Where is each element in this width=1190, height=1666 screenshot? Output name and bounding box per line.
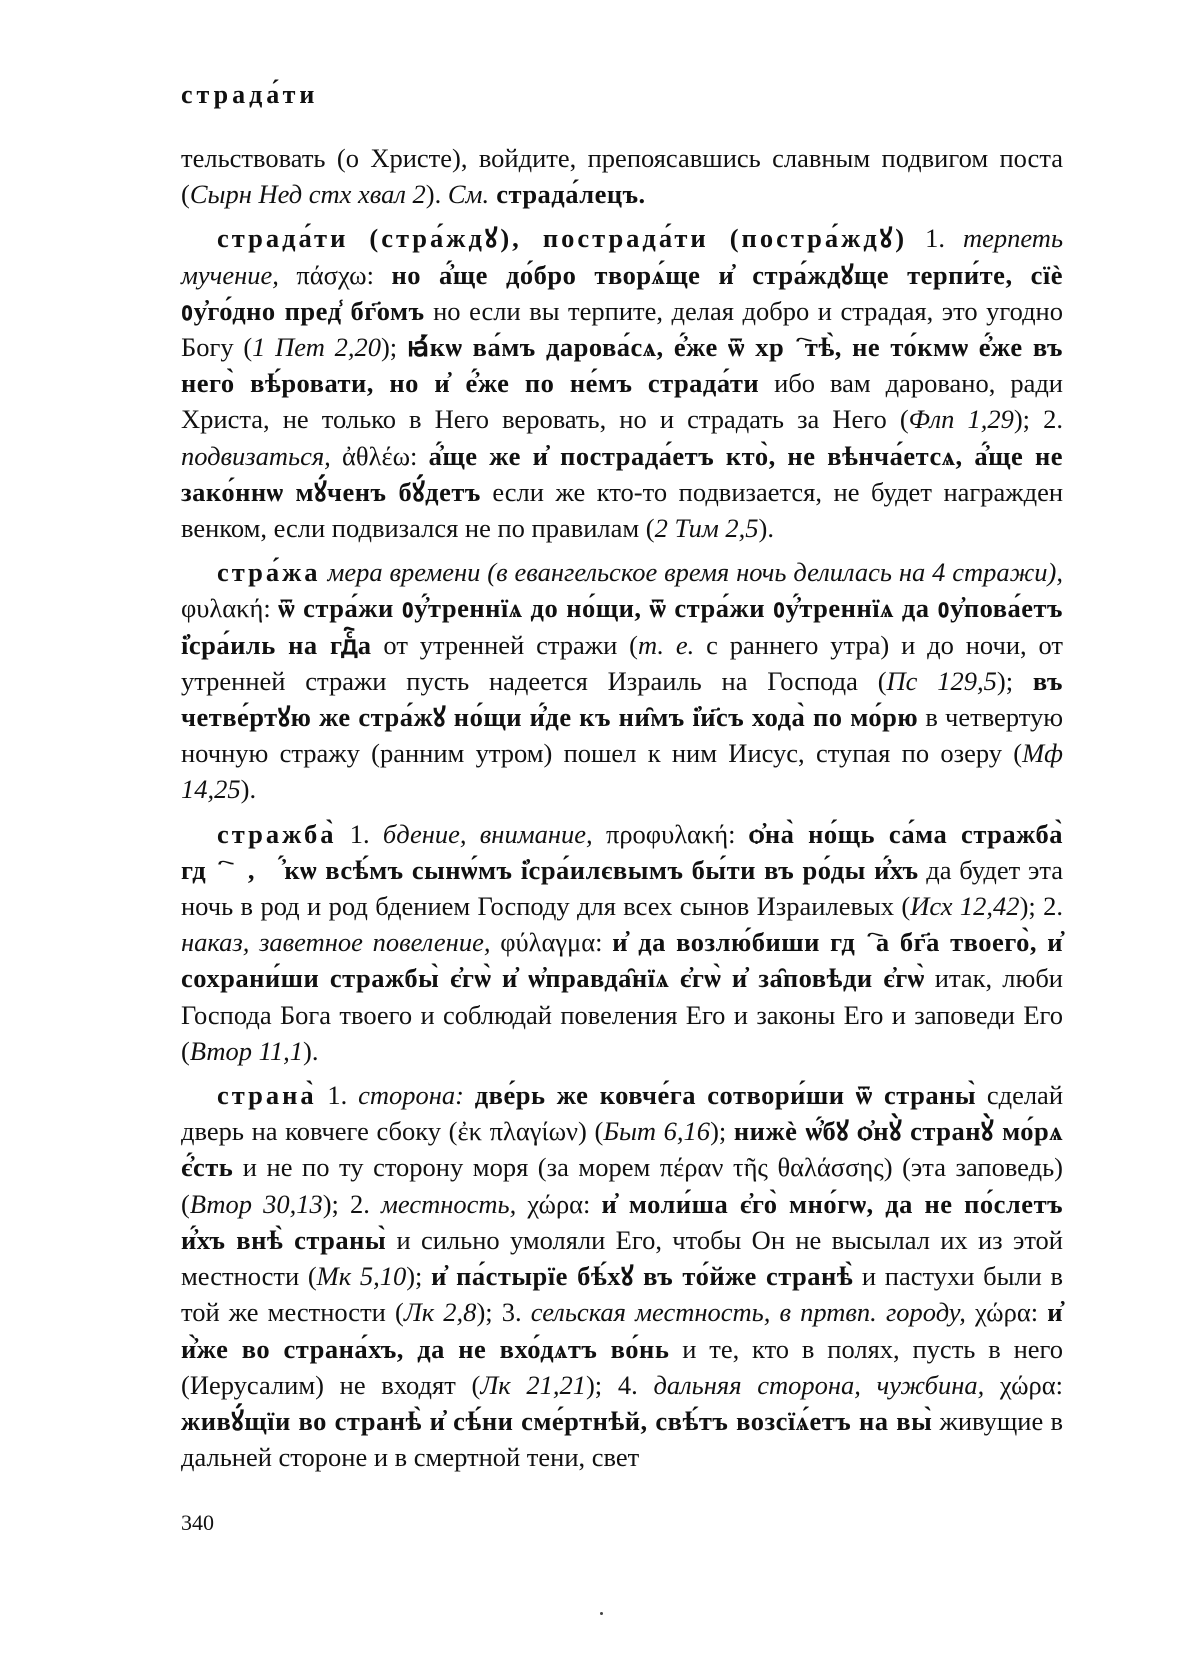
entry-italic-text: сельская местность, в пртвп. городу,	[530, 1297, 966, 1328]
entry-italic-text: мера времени (в евангельское время ночь делилась на 4 стражи),	[320, 557, 1063, 588]
entry-italic-text: Сырн Нед стх хвал 2	[189, 179, 426, 210]
entry-text: προφυλακή:	[592, 818, 749, 849]
entry-italic-text: Мк 5,10	[316, 1261, 407, 1292]
entry-text: ).	[303, 1035, 319, 1066]
entry-stradati	[181, 220, 1063, 546]
entry-text: ); 2.	[1013, 404, 1064, 435]
entry-text: );	[996, 665, 1033, 696]
church-slavonic-quote: живꙋ́щїи во странѣ̀ и҆ сѣ́ни сме́ртнѣй, свѣ́тъ возсїѧ́етъ на вы̀	[181, 1405, 933, 1436]
church-slavonic-quote: и҆ да возлю́биши гдⷭ҇а бг҃а твоего̀, и҆ сохрани́ши стражбы̀ є҆гѡ̀ и҆ ѡ҆правда̑нїѧ є҆гѡ̀ и҆ за̑повѣди є҆гѡ̀	[181, 927, 1064, 994]
entry-strazhba	[181, 816, 1063, 1069]
entry-italic-text: Флп 1,29	[908, 404, 1014, 435]
entry-strana	[181, 1077, 1063, 1475]
entry-text	[464, 1080, 475, 1110]
church-slavonic-quote: нижѐ ѡ҆́бꙋ ѻ҆нꙋ̀ странꙋ̀ мо́рѧ є҆́сть	[181, 1116, 1064, 1183]
entry-text: );	[710, 1116, 734, 1147]
church-slavonic-quote: ѿ стра́жи ᲂу҆́треннїѧ до но́щи, ѿ стра́жи ᲂу҆́треннїѧ да ᲂу҆пова́етъ і҆сра́иль на гдⷭ҇а	[181, 593, 1063, 660]
entry-italic-text: местность,	[381, 1188, 517, 1219]
entry-text: ); 2.	[322, 1188, 381, 1219]
entries-column	[181, 140, 1063, 1483]
church-slavonic-quote: ꙗ҆́кѡ ва́мъ дарова́сѧ, е҆́же ѿ хрⷭ҇тѣ̀, не то́кмѡ е҆́же въ него̀ вѣ́ровати, но и҆ е҆́же по не́мъ страда́ти	[181, 332, 1063, 399]
entry-italic-text: Втор 11,1	[189, 1035, 304, 1066]
entry-text: от утренней стражи (	[371, 629, 638, 660]
entry-text: и те, кто в полях, пусть в него (Иерусалим) не входят (	[181, 1333, 1063, 1400]
entry-italic-text: т. е.	[637, 629, 695, 660]
entry-italic-text: Лк 2,8	[403, 1297, 477, 1328]
church-slavonic-quote: но а҆́ще до́бро творѧ́ще и҆ стра́ждꙋще терпи́те, сїѐ ᲂу҆го́дно пред̾ бг҃омъ	[181, 259, 1063, 326]
church-slavonic-quote: и҆ моли́ша є҆го̀ мно́гѡ, да не по́слетъ и҆́хъ внѣ̀ страны̀	[181, 1188, 1064, 1255]
headword: стра́жа	[217, 557, 321, 588]
entry-text: да будет эта ночь в род и род бдением Господу для всех сынов Израилевых (	[181, 854, 1063, 922]
entry-text: ); 3.	[476, 1297, 531, 1328]
entry-text: живущие в дальней стороне и в смертной тени, свет	[181, 1405, 1063, 1473]
entry-italic-text: 1 Пет 2,20	[252, 332, 381, 363]
entry-italic-text: дальняя сторона, чужбина,	[653, 1369, 985, 1400]
page-number: 340	[181, 1510, 214, 1535]
entry-strazha	[181, 554, 1063, 807]
entry-text: итак, люби Господа Бога твоего и соблюдай повеления Его и законы Его и заповеди Его (	[181, 963, 1063, 1066]
headword: страда́ти (стра́ждꙋ), пострада́ти (постра́ждꙋ)	[217, 223, 908, 254]
church-slavonic-quote: и҆ и҆̀же во страна́хъ, да не вхо́дѧтъ во́нь	[181, 1297, 1063, 1364]
entry-text: πάσχω:	[278, 259, 392, 290]
entry-text: ); 2.	[1019, 891, 1064, 922]
church-slavonic-quote: две́рь же ковче́га сотвори́ши ѿ страны̀	[474, 1080, 977, 1111]
entry-italic-text: Пс 129,5	[886, 665, 997, 696]
entry-italic-text: Втор 30,13	[189, 1188, 323, 1219]
entry-text: тельствовать (о Христе), войдите, препоясавшись славным подвигом поста (	[181, 143, 1063, 210]
entry-italic-text: Исх 12,42	[910, 891, 1020, 922]
entry-italic-text: сторона:	[358, 1080, 464, 1111]
entry-italic-text: Быт 6,16	[603, 1116, 711, 1147]
entry-italic-text: См.	[447, 179, 490, 210]
entry-italic-text: бдение, внимание,	[382, 818, 593, 849]
headword: страна̀	[217, 1080, 317, 1111]
entry-italic-text: Мф 14,25	[181, 738, 1063, 805]
entry-text: сделай дверь на ковчеге сбоку (ἐκ πλαγίων) (	[181, 1080, 1063, 1147]
entry-text: и не по ту сторону моря (за морем πέραν τῆς θαλάσσης) (эта заповедь) (	[181, 1152, 1063, 1219]
print-speck	[600, 1612, 603, 1615]
entry-italic-text: Лк 21,21	[480, 1369, 586, 1400]
church-slavonic-quote: въ четве́ртꙋю же стра́жꙋ но́щи и҆́де къ ни̑мъ і҆и҃съ хода̀ по мо́рю	[181, 665, 1064, 733]
entry-text: ибо вам даровано, ради Христа, не только в Него веровать, но и страдать за Него (	[181, 368, 1063, 435]
entry-text: 1.	[907, 223, 963, 254]
entry-text: ).	[758, 513, 774, 544]
church-slavonic-quote: ѻ҆на̀ но́щь са́ма стражба̀ гдⷭ҇ꙋ, ꙗ҆́кѡ всѣ́мъ сынѡ́мъ і҆сра́илєвымъ бы́ти въ ро́ды и҆́хъ	[181, 818, 1064, 885]
headword: стражба̀	[217, 818, 337, 849]
church-slavonic-quote: а҆́ще же и҆ пострада́етъ кто̀, не вѣнча́етсѧ, а҆́ще не зако́ннѡ мꙋ́ченъ бꙋ́детъ	[181, 440, 1064, 507]
entry-text: 1.	[316, 1080, 359, 1111]
entry-text: но если вы терпите, делая добро и страдая, это угодно Богу (	[181, 295, 1063, 363]
entry-italic-text: 2 Тим 2,5	[654, 513, 759, 544]
entry-text: );	[406, 1261, 432, 1292]
entry-text: ).	[425, 179, 448, 210]
entry-text: ); 4.	[585, 1369, 654, 1400]
entry-text: и сильно умоляли Его, чтобы Он не высылал их из этой местности (	[181, 1224, 1063, 1292]
entry-text: с раннего утра) и до ночи, от утренней стражи пусть надеется Израиль на Господа (	[181, 629, 1063, 696]
entry-italic-text: подвизаться,	[181, 440, 331, 471]
entry-text: 1.	[336, 818, 383, 849]
entry-text: χώρα:	[965, 1297, 1048, 1328]
entry-text: χώρα:	[516, 1188, 602, 1219]
entry-text: ἀθλέω:	[330, 440, 429, 471]
entry-text: и пастухи были в той же местности (	[181, 1261, 1063, 1328]
running-head: страда́ти	[181, 80, 319, 109]
entry-text: χώρα:	[984, 1369, 1064, 1400]
entry-text: φυλακή:	[181, 593, 279, 624]
entry-italic-text: терпеть мучение,	[181, 223, 1064, 290]
entry-text: если же кто-то подвизается, не будет награжден венком, если подвизался не по правилам (	[181, 476, 1064, 544]
entry-text: в четвертую ночную стражу (ранним утром) пошел к ним Иисус, ступая по озеру (	[181, 702, 1063, 769]
entry-text: ).	[240, 774, 257, 805]
entry-continuation	[181, 140, 1063, 212]
entry-italic-text: наказ, заветное повеление,	[181, 927, 491, 958]
church-slavonic-quote: и҆ па́стырїе бѣ́хꙋ въ то́йже странѣ̀	[431, 1261, 854, 1292]
entry-text: );	[380, 332, 407, 363]
entry-text: φύλαγμα:	[490, 927, 613, 958]
church-slavonic-quote: страда́лецъ.	[489, 179, 646, 210]
